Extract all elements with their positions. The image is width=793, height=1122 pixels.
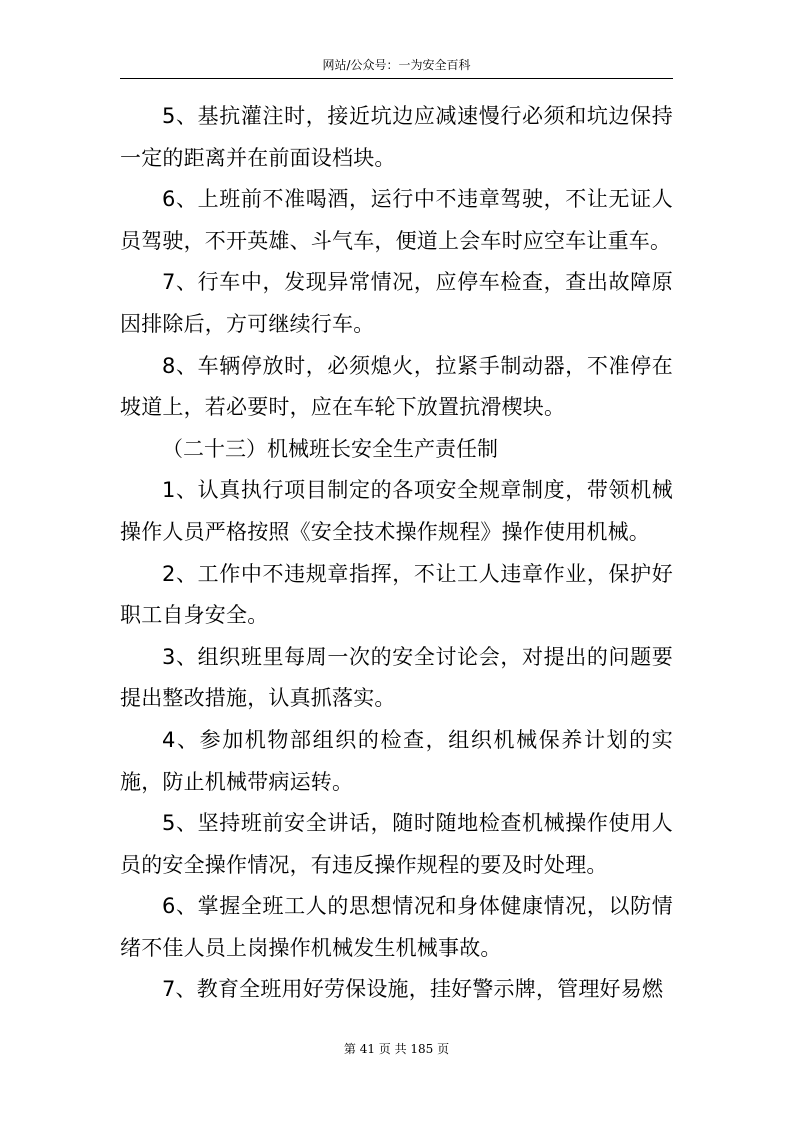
paragraph: 7、行车中，发现异常情况，应停车检查，查出故障原因排除后，方可继续行车。 <box>120 270 673 336</box>
header-divider <box>120 78 673 79</box>
paragraph: 6、上班前不准喝酒，运行中不违章驾驶，不让无证人员驾驶，不开英雄、斗气车，便道上会车时应空车让重车。 <box>120 187 673 253</box>
paragraph: 3、组织班里每周一次的安全讨论会，对提出的问题要提出整改措施，认真抓落实。 <box>120 644 673 711</box>
section-heading: （二十三）机械班长安全生产责任制 <box>162 436 498 461</box>
document-body <box>120 96 673 1011</box>
paragraph: 4、参加机物部组织的检查，组织机械保养计划的实施，防止机械带病运转。 <box>120 727 673 794</box>
paragraph: 2、工作中不违规章指挥，不让工人违章作业，保护好职工自身安全。 <box>120 561 673 628</box>
paragraph: 1、认真执行项目制定的各项安全规章制度，带领机械操作人员严格按照《安全技术操作规程》操作使用机械。 <box>120 478 673 544</box>
paragraph: 5、坚持班前安全讲话，随时随地检查机械操作使用人员的安全操作情况，有违反操作规程的要及时处理。 <box>120 811 673 877</box>
paragraph: 6、掌握全班工人的思想情况和身体健康情况，以防情绪不佳人员上岗操作机械发生机械事故。 <box>120 894 673 960</box>
paragraph: 8、车辆停放时，必须熄火，拉紧手制动器，不准停在坡道上，若必要时，应在车轮下放置抗滑楔块。 <box>120 353 673 420</box>
page-number: 第 41 页 共 185 页 <box>343 1042 450 1056</box>
page-header: 网站/公众号：一为安全百科 <box>322 58 471 72</box>
paragraph: 7、教育全班用好劳保设施，挂好警示牌，管理好易燃 <box>162 977 664 1002</box>
paragraph: 5、基抗灌注时，接近坑边应减速慢行必须和坑边保持一定的距离并在前面设档块。 <box>120 104 673 170</box>
